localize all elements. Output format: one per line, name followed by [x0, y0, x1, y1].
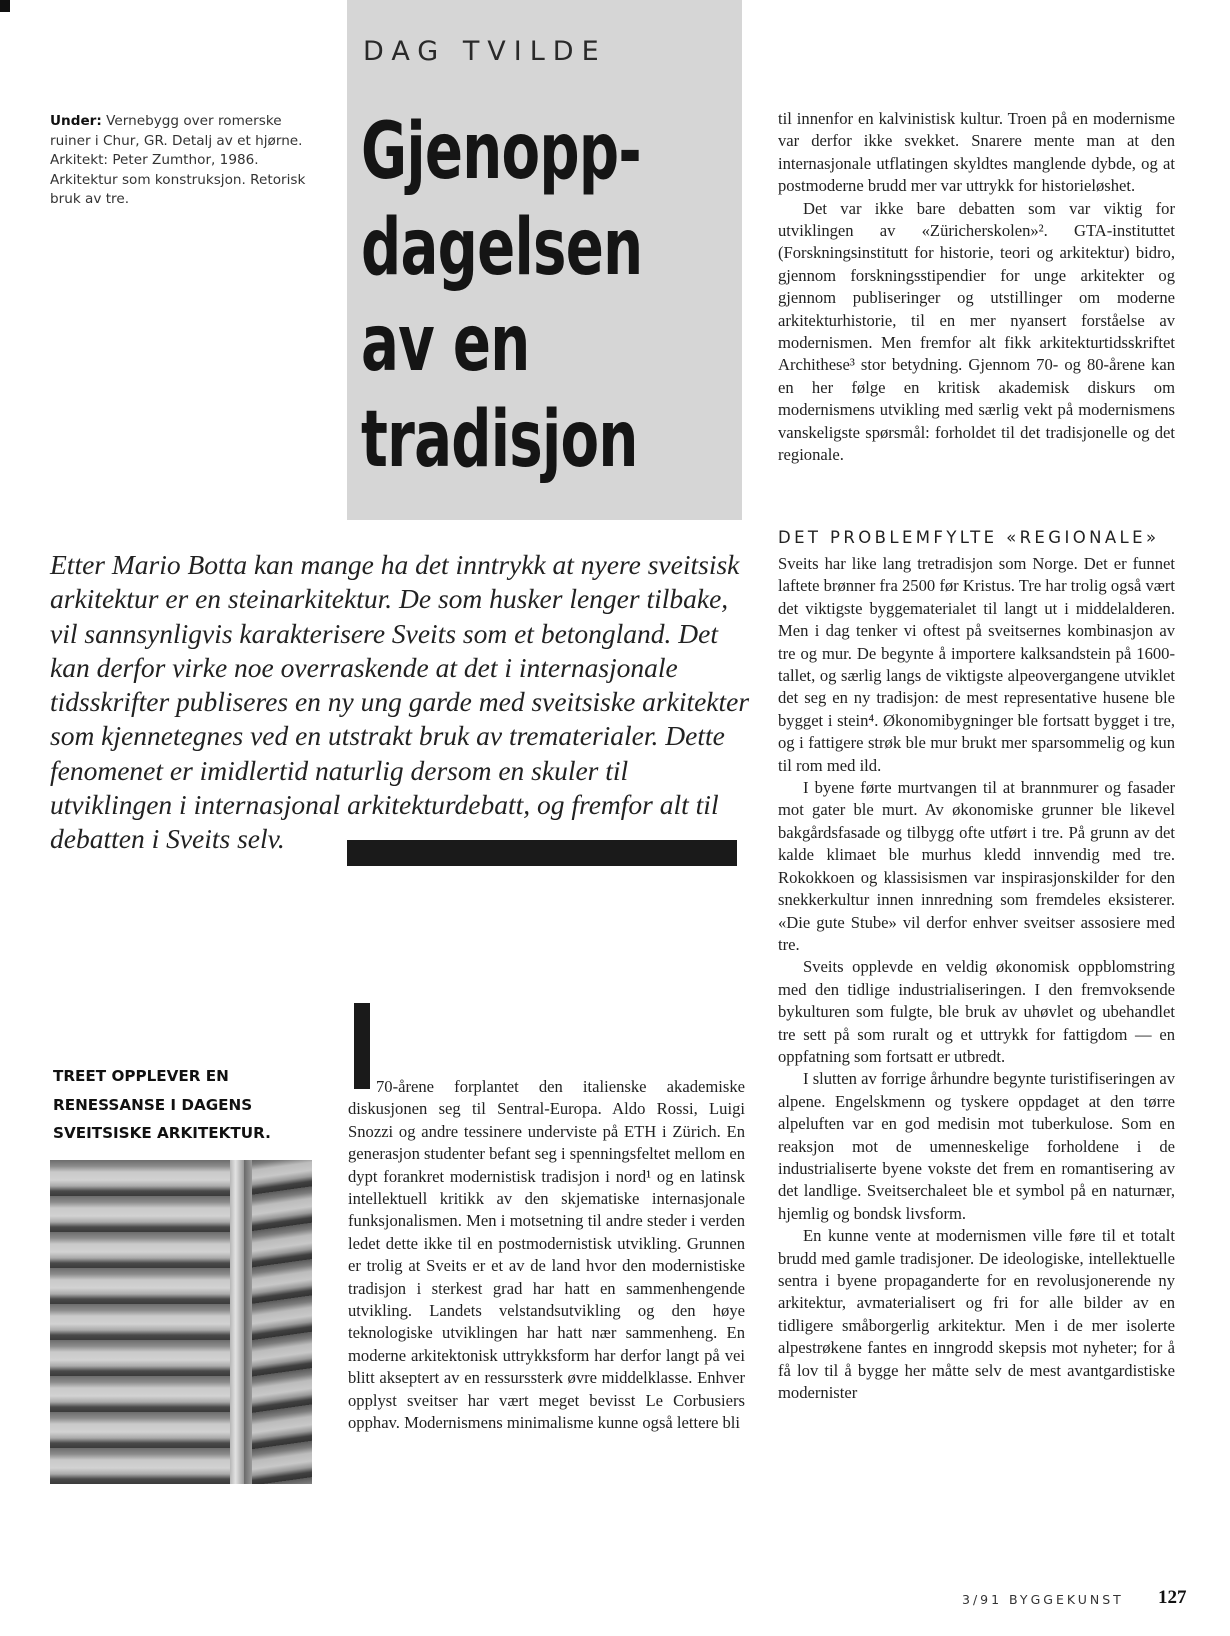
photo-corner-post: [230, 1160, 244, 1484]
paragraph: I slutten av forrige århundre begynte turistifiseringen av alpene. Engelskmenn og tyskere oppdaget at den tørre alpeluften var en god medisin mot tuberkulose. Som en reaksjon mot de umenneskelige forholdene i de industrialiserte byene vokste det frem en romantisering av det landlige. Sveitserchaleet ble et symbol på en naturnær, hjemlig og bondsk livsform.: [778, 1069, 1175, 1223]
folio: 3/91 BYGGEKUNST: [962, 1592, 1124, 1607]
headline: [361, 104, 642, 488]
paragraph: Sveits opplevde en veldig økonomisk oppblomstring med den tidlige industrialiseringen. I den fremvoksende bykulturen som fulgte, ble bruk av uhøvlet og ubehandlet tre sett på som ruralt og et uttrykk for fattigdom — en oppfatning som fortsatt er utbredt.: [778, 957, 1175, 1066]
paragraph: En kunne vente at modernismen ville føre til et totalt brudd med gamle tradisjoner. De ideologiske, intellektuelle sentra i byene propaganderte for en revolusjonerende ny arkitektur, avmaterialisert og fri for alle bilder av en tidligere småborgerlig arkitektur. Men i de mer isolerte alpestrøkene fantes en inngrodd skepsis mot nyheter; for å få lov til å bygge her måtte selv de mest avantgardistiske modernister: [778, 1226, 1175, 1403]
body-column-right-bottom: [778, 553, 1175, 1404]
paragraph: I byene førte murtvangen til at brannmurer og fasader mot gater ble murt. Av økonomiske grunner ble likevel bakgårdsfasade og tilbygg ofte utført i tre. På grunn av det kalde klimaet ble murhus kledd innvendig med tre. Rokokkoen og klassisismen var inspirasjonskilder for den snekkerkultur innen innredning som fremdeles eksisterer. «Die gute Stube» vil derfor enhver sveitser assosiere med tre.: [778, 778, 1175, 954]
headline-line: av en: [361, 299, 530, 389]
divider-bar: [347, 840, 737, 866]
caption-text: Vernebygg over romerske ruiner i Chur, GR. Detalj av et hjørne. Arkitekt: Peter Zumthor, 1986. Arkitektur som konstruksjon. Retorisk bruk av tre.: [50, 113, 306, 207]
title-block: [347, 0, 742, 520]
author-name: DAG TVILDE: [363, 36, 607, 67]
wood-facade-photo: [50, 1160, 312, 1484]
lead-paragraph: Etter Mario Botta kan mange ha det inntrykk at nyere sveitsisk arkitektur er en steinarkitektur. De som husker lenger tilbake, vil sannsynligvis karakterisere Sveits som et betongland. Det kan derfor virke noe overraskende at det i internasjonale tidsskrifter publiseres en ny ung garde med sveitsiske arkitekter som kjennetegnes ved en utstrakt bruk av trematerialer. Dette fenomenet er imidlertid naturlig dersom en skuler til utviklingen i internasjonal arkitekturdebatt, og fremfor alt til debatten i Sveits selv.: [50, 549, 750, 855]
paragraph: Det var ikke bare debatten som var viktig for utviklingen av «Züricherskolen»². GTA-instituttet (Forskningsinstitutt for historie, teori og arkitektur) bidro, gjennom forskningsstipendier for unge arkitekter og gjennom publiseringer og utstillinger om moderne arkitekturhistorie, til en mer nyansert forståelse av modernismen. Men fremfor alt fikk arkitekturtidsskriftet Archithese³ stor betydning. Gjennom 70- og 80-årene kan en her følge en kritisk akademisk diskurs om modernismens utvikling med særlig vekt på modernismens vanskeligste spørsmål: forholdet til det tradisjonelle og det regionale.: [778, 198, 1175, 465]
pull-quote: TREET OPPLEVER EN RENESSANSE I DAGENS SVEITSISKE ARKITEKTUR.: [53, 1067, 271, 1142]
paragraph: 70-årene forplantet den italienske akademiske diskusjonen seg til Sentral-Europa. Aldo Rossi, Luigi Snozzi og andre tessinere underviste på ETH i Zürich. En generasjon studenter befant seg i spenningsfeltet mellom en dypt forankret modernistisk tradisjon i nord¹ og en latinsk intellektuell kritikk av den skjematiske internasjonale funksjonalismen. Men i motsetning til andre steder i verden ledet dette ikke til en postmodernistisk utvikling. Grunnen er trolig at Sveits er et av de land hvor den modernistiske tradisjon i sterkest grad har hatt en sammenhengende utvikling. Landets velstandsutvikling og den høye teknologiske utviklingen har hatt nær sammenheng. En moderne arkitektonisk uttrykksform har derfor langt på vei blitt akseptert av en ressurssterk øvre middelklasse. Enhver opplyst sveitser har vært meget bevisst Le Corbusiers opphav. Modernismens minimalisme kunne også lettere bli: [348, 1077, 745, 1433]
section-heading: DET PROBLEMFYLTE «REGIONALE»: [778, 528, 1160, 547]
photo-corner-shadow: [244, 1160, 252, 1484]
photo-slat-wall-left: [50, 1160, 240, 1484]
headline-line: Gjenopp-: [361, 107, 641, 197]
page-number: 127: [1158, 1587, 1187, 1608]
headline-line: tradisjon: [361, 395, 638, 485]
caption-label: Under:: [50, 113, 102, 129]
paragraph: til innenfor en kalvinistisk kultur. Troen på en modernisme var derfor ikke svekket. Snarere mente man at den internasjonale utflatingen skyldtes manglende dybde, og at postmoderne brudd mer var uttrykk for historieløshet.: [778, 109, 1175, 196]
paragraph: Sveits har like lang tretradisjon som Norge. Det er funnet laftete brønner fra 2500 før Kristus. Tre har trolig også vært det viktigste byggematerialet til langt ut i middelalderen. Men i dag tenker vi oftest på sveitsernes kombinasjon av tre og mur. De begynte å importere kalksandstein på 1600-tallet, og særlig langs de viktigste alpeovergangene utviklet det seg en ny tradisjon: de mest representative husene ble bygget i stein⁴. Økonomibygninger ble fortsatt bygget i tre, og i fattigere strøk ble mur brukt mer sparsommelig og kun til rom med ild.: [778, 554, 1175, 775]
photo-caption: [50, 112, 320, 210]
headline-line: dagelsen: [361, 203, 643, 293]
registration-mark: [0, 0, 10, 12]
body-column-right-top: [778, 108, 1175, 467]
body-column-middle: [348, 1076, 745, 1435]
